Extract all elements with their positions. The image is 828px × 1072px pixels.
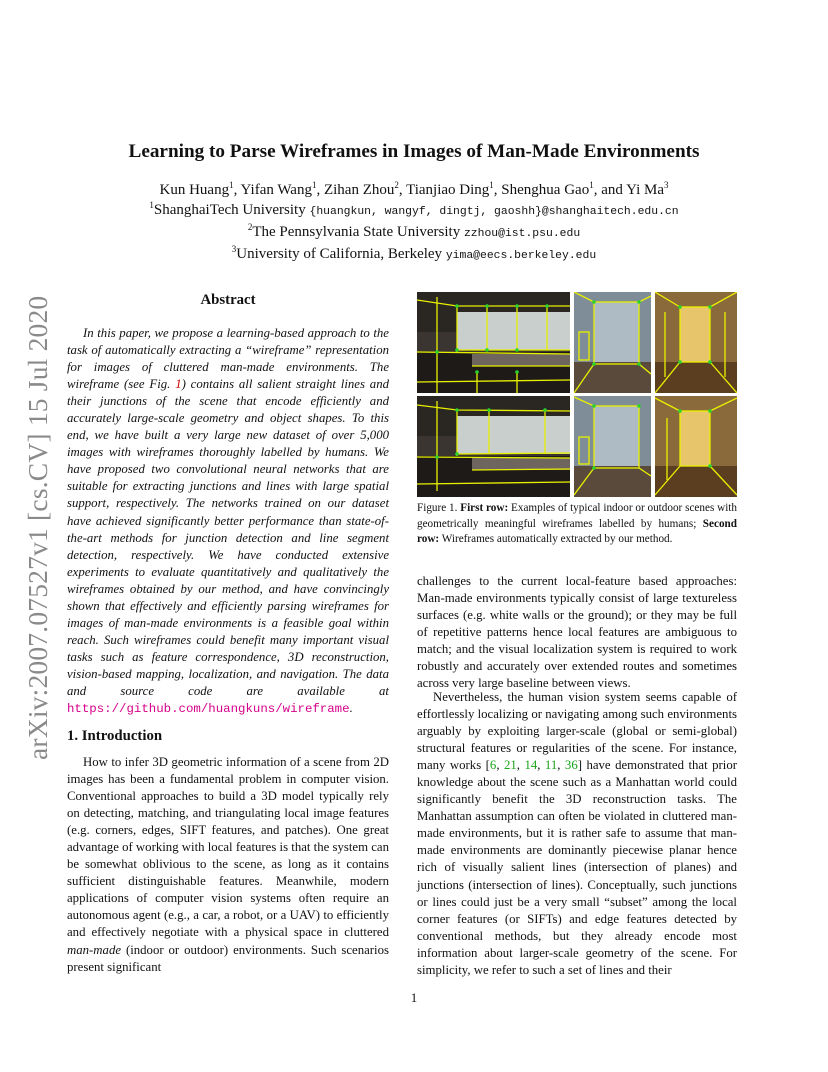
paragraph-text: ] have demonstrated that prior knowledge about the scene such as a Manhattan world could significantly benefit the 3D reconstruction tasks. The Manhattan assumption can often be violated in cluttered man-made environments, but it is rather safe to assume that man-made environments are dominantly piecewise planar hence rich of visually salient lines (intersection of planes) and junctions (intersection of lines). Conceptually, such junctions or lines could just be a very small “subset” among the local corner features (or SIFTs) and edge features detected by conventional methods, but they already encode most information about larger-scale geometry of the scene. For simplicity, we refer to such a set of lines and their: [417, 758, 737, 977]
caption-first-row-label: First row:: [460, 502, 509, 514]
citation-link[interactable]: 6: [489, 758, 497, 773]
affiliation-email: yima@eecs.berkeley.edu: [445, 250, 597, 262]
intro-emphasis: man-made: [67, 942, 122, 957]
right-column-paragraph-2: Nevertheless, the human vision system seems capable of effortlessly localizing or navigating among such environments arguably by exploiting larger-scale (global or semi-global) structural features or regularities of the scene. For instance, many works [6, 21, 14, 11, 36] have demonstrated that prior knowledge about the scene such as a Manhattan world could significantly benefit the 3D reconstruction tasks. The Manhattan assumption can often be violated in cluttered man-made environments, but it is rather safe to assume that man-made environments are dominantly piecewise planar hence rich of visually salient lines (intersection of planes) and junctions (intersection of lines). Conceptually, such junctions or lines could just be a very small “subset” among the local corner features (or SIFTs) and edge features detected by conventional methods, but they already encode most information about larger-scale geometry of the scene. For simplicity, we refer to such a set of lines and their: [417, 690, 737, 977]
author-names: Kun Huang$^1$, Yifan Wang$^1$, Zihan Zhou$^2$, Tianjiao Ding$^1$, Shenghua Gao$^1$, and Yi Ma$^3$: [159, 180, 669, 198]
caption-label: Figure 1.: [417, 502, 458, 514]
author-name: Zihan Zhou: [323, 182, 395, 198]
abstract-text: In this paper, we propose a learning-based approach to the task of automatically extracting a “wireframe” representation for images of cluttered man-made environments. The wireframe (see Fig.: [67, 326, 389, 392]
citation-link[interactable]: 14: [524, 758, 538, 773]
arxiv-id: arXiv:2007.07527v1 [cs.CV] 15 Jul 2020: [22, 295, 53, 760]
caption-text: Wireframes automatically extracted by our method.: [439, 533, 673, 545]
author-name: Yifan Wang: [240, 182, 312, 198]
figure-1: [417, 292, 737, 497]
arxiv-stamp: [14, 295, 66, 765]
author-affil-mark: 1: [589, 180, 594, 190]
author-block: [0, 180, 828, 266]
affiliation-line: [0, 244, 828, 266]
paragraph-text: challenges to the current local-feature based approaches: Man-made environments typically consist of large textureless surfaces (e.g. white walls or the ground); or they may be full of repetitive patterns hence local features are ambiguous to match; and the visual localization system is required to work robustly and accurately over extended routes and sometimes across very large baseline between views.: [417, 574, 737, 691]
affil-mark: 3: [231, 244, 237, 254]
page-number: 1: [410, 990, 418, 1005]
figure-image-hallway-predicted: [655, 396, 737, 497]
affil-mark: 2: [247, 222, 253, 232]
author-affil-mark: 3: [663, 180, 669, 190]
affiliation-name: University of California, Berkeley: [236, 246, 443, 262]
github-link[interactable]: https://github.com/huangkuns/wireframe: [67, 702, 350, 717]
figure-ref-link[interactable]: 1: [175, 377, 182, 392]
intro-text: How to infer 3D geometric information of a scene from 2D images has been a fundamental problem in computer vision. Conventional approaches to build a 3D model typically rely on detecting, matching, and triangulating local image features (e.g. corners, edges, SIFT features, and patches). One great advantage of working with local features is that the system can be somewhat oblivious to the scene, as long as it contains sufficient distinguishable features. Meanwhile, modern applications of computer vision systems often require an autonomous agent (e.g., a car, a robot, or a UAV) to efficiently and effectively negotiate with a physical space in cluttered: [67, 755, 389, 940]
caption-text: Examples of typical indoor or outdoor scenes with geometrically meaningful wireframes labelled by humans;: [417, 502, 737, 530]
caption-second-row-label: Second row:: [417, 517, 737, 545]
citation-link[interactable]: 36: [564, 758, 578, 773]
citation-link[interactable]: 21: [503, 758, 517, 773]
author-affil-mark: 2: [394, 180, 399, 190]
figure-image-room-labelled: [574, 292, 651, 393]
paragraph-text: Nevertheless, the human vision system seems capable of effortlessly localizing or navigating among such environments arguably by exploiting larger-scale (global or semi-global) structural features or regularities of the scene. For instance, many works [: [417, 690, 737, 773]
author-name: Kun Huang: [159, 182, 230, 198]
figure-1-caption: [417, 501, 737, 548]
figure-image-hallway-labelled: [655, 292, 737, 393]
affiliation-name: The Pennsylvania State University: [252, 224, 461, 240]
abstract-text: ) contains all salient straight lines and their junctions of the scene that encode efficiently and accurately large-scale geometry and object shapes. To this end, we have built a very large new dataset of over 5,000 images with wireframes thoroughly labelled by humans. We have proposed two convolutional neural networks that are suitable for extracting junctions and lines with large spatial support, respectively. The networks trained on our dataset have achieved significantly better performance than state-of-the-art methods for junction detection and line segment detection, respectively. We have conducted extensive experiments to evaluate quantitatively and qualitatively the wireframes obtained by our method, and have convincingly shown that effectively and efficiently parsing wireframes for images of man-made environments is a feasible goal within reach. Such wireframes could benefit many important visual tasks such as feature correspondence, 3D reconstruction, vision-based mapping, localization, and navigation. The data and source code are available at: [67, 377, 389, 698]
affiliation-line: [0, 200, 828, 222]
author-name: Shenghua Gao: [501, 182, 590, 198]
author-name: Tianjiao Ding: [406, 182, 490, 198]
affil-mark: 1: [149, 200, 154, 210]
affiliation-email: zzhou@ist.psu.edu: [463, 228, 581, 240]
author-name: Yi Ma: [626, 182, 664, 198]
affiliation-name: ShanghaiTech University: [153, 202, 306, 218]
right-column-paragraph-1: [417, 573, 737, 692]
author-affil-mark: 1: [311, 180, 317, 190]
affiliation-line: [0, 222, 828, 244]
abstract-body: [67, 325, 389, 718]
intro-text-end: (indoor or outdoor) environments. Such scenarios present significant: [67, 942, 389, 974]
introduction-heading: 1. Introduction: [67, 728, 163, 744]
abstract-heading: Abstract: [200, 292, 256, 308]
figure-image-room-predicted: [574, 396, 651, 497]
affiliation-email: {huangkun, wangyf, dingtj, gaoshh}@shanghaitech.edu.cn: [309, 206, 679, 218]
figure-image-kitchen-labelled: [417, 292, 570, 393]
author-affil-mark: 1: [229, 180, 234, 190]
paper-title: Learning to Parse Wireframes in Images of Man-Made Environments: [128, 141, 700, 162]
figure-image-kitchen-predicted: [417, 396, 570, 497]
abstract-text-end: .: [349, 701, 353, 716]
introduction-body: [67, 754, 389, 976]
author-affil-mark: 1: [489, 180, 494, 190]
citation-link[interactable]: 11: [544, 758, 558, 773]
